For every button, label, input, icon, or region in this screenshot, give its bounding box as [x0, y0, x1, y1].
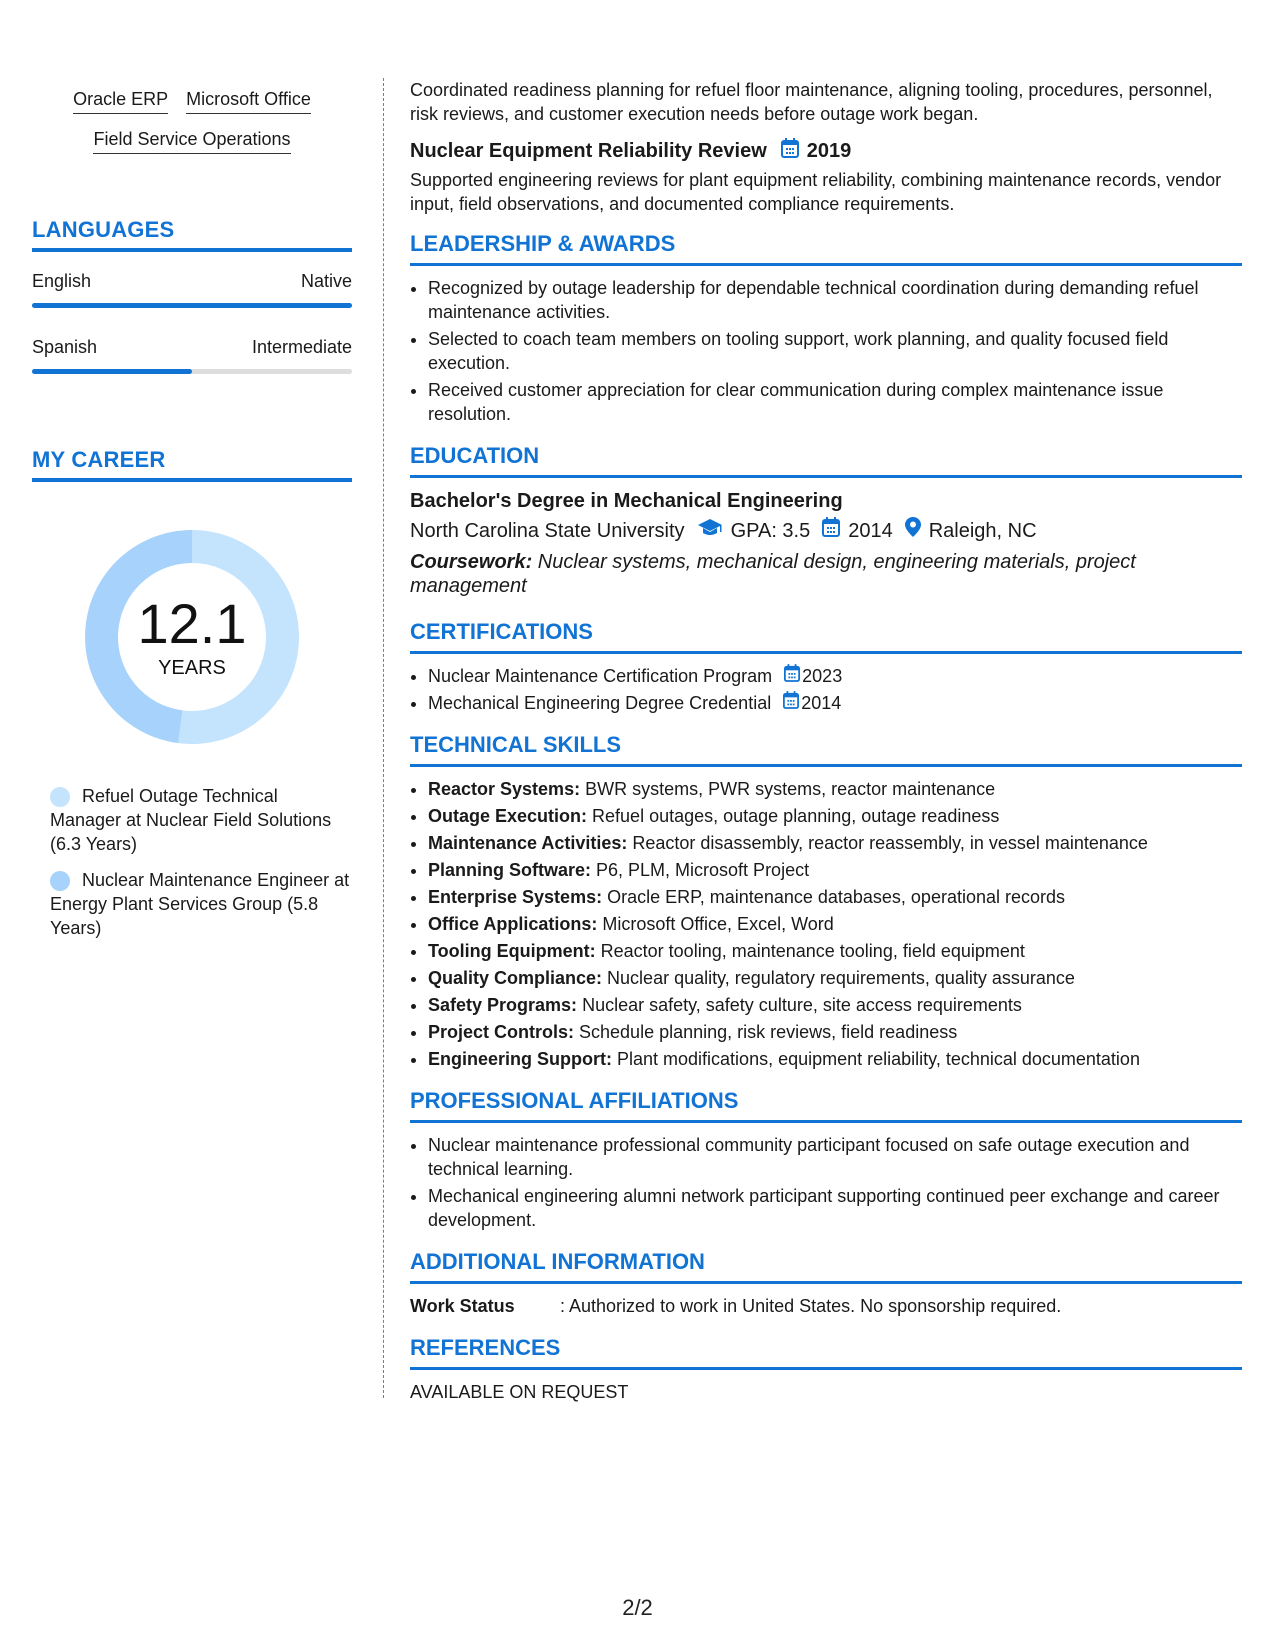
- leadership-heading: LEADERSHIP & AWARDS: [410, 230, 1242, 266]
- list-item: • Recognized by outage leadership for dependable technical coordination during demanding refuel maintenance activities.: [428, 276, 1242, 324]
- skill-value: Oracle ERP, maintenance databases, operational records: [602, 887, 1066, 907]
- skill-label: Office Applications:: [428, 914, 598, 934]
- language-level: Native: [300, 271, 352, 291]
- page-number: 2/2: [622, 1595, 653, 1620]
- project-description: Supported engineering reviews for plant equipment reliability, combining maintenance records, vendor input, field observations, and documented compliance requirements.: [410, 170, 1222, 214]
- references-text: AVAILABLE ON REQUEST: [410, 1382, 629, 1402]
- list-item: [428, 912, 1242, 936]
- career-legend-text: Refuel Outage Technical Manager at Nuclear Field Solutions (6.3 Years): [50, 786, 332, 854]
- list-item: [428, 993, 1242, 1017]
- coursework: [410, 550, 1242, 598]
- career-legend-text: Nuclear Maintenance Engineer at Energy Plant Services Group (5.8 Years): [50, 870, 350, 938]
- language-item: [32, 270, 352, 308]
- references-heading: REFERENCES: [410, 1334, 1242, 1370]
- calendar-icon: [822, 516, 840, 546]
- career-section: [32, 446, 352, 940]
- calendar-icon: [781, 138, 799, 164]
- project-year: 2019: [806, 140, 852, 162]
- project-intro: Coordinated readiness planning for refuel floor maintenance, aligning tooling, procedures, personnel, risk reviews, and customer execution needs before outage work began.: [410, 80, 1213, 124]
- list-item: [428, 858, 1242, 882]
- right-column: [410, 78, 1242, 1404]
- skill-label: Planning Software:: [428, 860, 592, 880]
- career-legend-item: [50, 868, 352, 940]
- school-location: Raleigh, NC: [928, 520, 1037, 542]
- languages-section: [32, 216, 352, 374]
- language-item: [32, 336, 352, 374]
- skill-tags: [32, 78, 352, 154]
- work-status-label: Work Status: [410, 1296, 515, 1316]
- career-legend-item: [50, 784, 352, 856]
- certifications-list: [410, 664, 1242, 715]
- calendar-icon: [784, 664, 800, 688]
- skill-label: Reactor Systems:: [428, 779, 581, 799]
- skills-list: [410, 777, 1242, 1071]
- school-name: North Carolina State University: [410, 520, 685, 542]
- work-status-value: : Authorized to work in United States. No sponsorship required.: [560, 1296, 1062, 1316]
- skill-value: Refuel outages, outage planning, outage readiness: [587, 806, 1000, 826]
- list-item: [428, 664, 1242, 688]
- skill-label: Enterprise Systems:: [428, 887, 603, 907]
- career-legend: [32, 784, 352, 940]
- language-name: English: [32, 271, 92, 291]
- certification-year: 2023: [802, 666, 843, 686]
- list-item: • Mechanical engineering alumni network participant supporting continued peer exchange and career development.: [428, 1184, 1242, 1232]
- project-title-row: [410, 138, 1242, 164]
- list-item: [428, 831, 1242, 855]
- career-heading: MY CAREER: [32, 446, 352, 482]
- skill-value: P6, PLM, Microsoft Project: [591, 860, 810, 880]
- skill-label: Tooling Equipment:: [428, 941, 596, 961]
- additional-info-heading: ADDITIONAL INFORMATION: [410, 1248, 1242, 1284]
- skill-label: Maintenance Activities:: [428, 833, 628, 853]
- leadership-list: [410, 276, 1242, 426]
- certification-name: • Mechanical Engineering Degree Credential: [428, 693, 772, 713]
- skill-value: Microsoft Office, Excel, Word: [597, 914, 834, 934]
- skill-value: Plant modifications, equipment reliability, technical documentation: [612, 1049, 1140, 1069]
- list-item: • Nuclear maintenance professional community participant focused on safe outage execution and technical learning.: [428, 1133, 1242, 1181]
- left-column: [32, 78, 352, 952]
- list-item: [428, 1047, 1242, 1071]
- skill-value: BWR systems, PWR systems, reactor maintenance: [580, 779, 996, 799]
- skill-value: Nuclear safety, safety culture, site access requirements: [577, 995, 1022, 1015]
- coursework-text: Nuclear systems, mechanical design, engineering materials, project management: [410, 551, 1136, 597]
- career-total-value: 12.1: [137, 592, 247, 655]
- skill-label: Outage Execution:: [428, 806, 588, 826]
- career-donut-chart: [77, 522, 307, 752]
- skill-tag: Field Service Operations: [93, 124, 290, 154]
- language-bar-fill: [32, 369, 192, 374]
- skill-value: Reactor tooling, maintenance tooling, field equipment: [595, 941, 1025, 961]
- language-bar-fill: [32, 303, 352, 308]
- legend-dot: [50, 787, 70, 807]
- list-item: [428, 804, 1242, 828]
- list-item: • Selected to coach team members on tooling support, work planning, and quality focused field execution.: [428, 327, 1242, 375]
- column-divider: [383, 78, 384, 1398]
- skill-tag: Oracle ERP: [73, 84, 168, 114]
- language-name: Spanish: [32, 337, 98, 357]
- education-heading: EDUCATION: [410, 442, 1242, 478]
- list-item: [428, 939, 1242, 963]
- list-item: [428, 777, 1242, 801]
- degree-title: Bachelor's Degree in Mechanical Engineering: [410, 490, 843, 512]
- language-bar: [32, 369, 352, 374]
- location-pin-icon: [905, 516, 921, 546]
- education-meta: [410, 516, 1242, 546]
- list-item: [428, 885, 1242, 909]
- work-status-row: [410, 1294, 1242, 1318]
- skill-label: Quality Compliance:: [428, 968, 603, 988]
- certification-name: • Nuclear Maintenance Certification Program: [428, 666, 773, 686]
- skill-label: Project Controls:: [428, 1022, 575, 1042]
- list-item: • Received customer appreciation for clear communication during complex maintenance issue resolution.: [428, 378, 1242, 426]
- language-bar: [32, 303, 352, 308]
- affiliations-list: [410, 1133, 1242, 1232]
- calendar-icon: [783, 691, 799, 715]
- list-item: [428, 966, 1242, 990]
- gpa: GPA: 3.5: [730, 520, 811, 542]
- graduation-cap-icon: [697, 516, 723, 546]
- coursework-label: Coursework:: [410, 551, 533, 573]
- legend-dot: [50, 871, 70, 891]
- project-title: Nuclear Equipment Reliability Review: [410, 140, 767, 162]
- list-item: [428, 691, 1242, 715]
- list-item: [428, 1020, 1242, 1044]
- career-total-unit: YEARS: [158, 657, 226, 679]
- affiliations-heading: PROFESSIONAL AFFILIATIONS: [410, 1087, 1242, 1123]
- skill-value: Nuclear quality, regulatory requirements, quality assurance: [602, 968, 1075, 988]
- certifications-heading: CERTIFICATIONS: [410, 618, 1242, 654]
- skill-tag: Microsoft Office: [186, 84, 311, 114]
- skill-value: Schedule planning, risk reviews, field readiness: [574, 1022, 958, 1042]
- language-level: Intermediate: [251, 337, 352, 357]
- skills-heading: TECHNICAL SKILLS: [410, 731, 1242, 767]
- certification-year: 2014: [801, 693, 842, 713]
- skill-label: Engineering Support:: [428, 1049, 612, 1069]
- languages-heading: LANGUAGES: [32, 216, 352, 252]
- graduation-year: 2014: [848, 520, 893, 542]
- skill-value: Reactor disassembly, reactor reassembly, in vessel maintenance: [627, 833, 1148, 853]
- skill-label: Safety Programs:: [428, 995, 578, 1015]
